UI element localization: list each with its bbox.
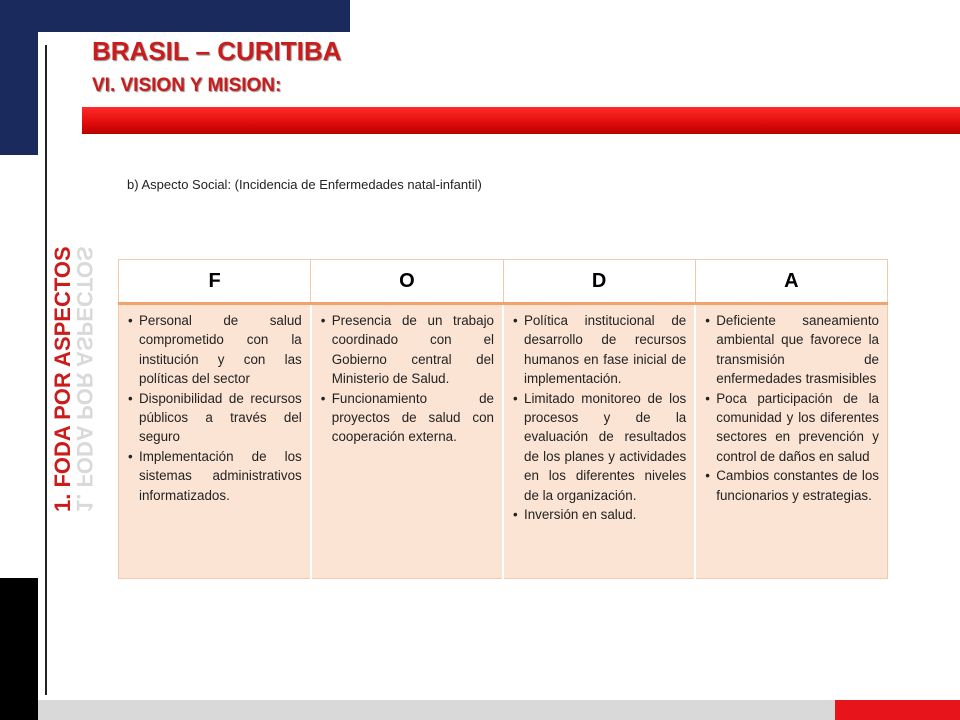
list-item: • Cambios constantes de los funcionarios y estrategias. <box>702 466 879 505</box>
list-item: • Política institucional de desarrollo de recursos humanos en fase inicial de implementación. <box>510 311 686 389</box>
list-item: • Poca participación de la comunidad y los diferentes sectores en prevención y control de daños en salud <box>702 389 879 467</box>
page-title: BRASIL – CURITIBA <box>92 36 342 66</box>
left-black-block <box>0 578 38 720</box>
left-vertical-rule <box>45 45 47 695</box>
side-label-text: 1. FODA POR ASPECTOS <box>50 246 75 512</box>
cell-debilidades <box>503 304 695 579</box>
page-subtitle: VI. VISION Y MISION: <box>92 75 282 96</box>
top-navy-bar <box>0 0 350 32</box>
header-f: F <box>119 260 311 304</box>
cell-amenazas <box>695 304 887 579</box>
list-debilidades <box>510 311 686 524</box>
foda-header-row <box>119 260 888 304</box>
list-item: • Implementación de los sistemas administrativos informatizados. <box>125 447 302 505</box>
list-item: • Disponibilidad de recursos públicos a través del seguro <box>125 389 302 447</box>
list-item: • Limitado monitoreo de los procesos y de la evaluación de resultados de los planes y actividades en los diferentes niveles de la organización. <box>510 389 686 505</box>
list-fortalezas <box>125 311 302 505</box>
header-red-bar <box>82 107 960 134</box>
list-item: • Presencia de un trabajo coordinado con el Gobierno central del Ministerio de Salud. <box>318 311 494 389</box>
bottom-red-bar <box>835 700 960 720</box>
side-label-reflection-text: 1. FODA POR ASPECTOS <box>72 246 97 512</box>
list-amenazas <box>702 311 879 505</box>
list-item: • Personal de salud comprometido con la institución y con las políticas del sector <box>125 311 302 389</box>
header-a: A <box>695 260 887 304</box>
left-navy-bar <box>0 0 38 155</box>
list-oportunidades <box>318 311 494 447</box>
list-item: • Funcionamiento de proyectos de salud con cooperación externa. <box>318 389 494 447</box>
list-item: • Deficiente saneamiento ambiental que favorece la transmisión de enfermedades trasmisibles <box>702 311 879 389</box>
header-d: D <box>503 260 695 304</box>
cell-oportunidades <box>311 304 503 579</box>
side-label <box>51 212 75 512</box>
aspect-caption: b) Aspecto Social: (Incidencia de Enfermedades natal-infantil) <box>127 177 482 192</box>
foda-body-row <box>119 304 888 579</box>
list-item: • Inversión en salud. <box>510 505 686 524</box>
bottom-gray-bar <box>38 700 960 720</box>
foda-table <box>118 259 888 579</box>
header-o: O <box>311 260 503 304</box>
cell-fortalezas <box>119 304 311 579</box>
